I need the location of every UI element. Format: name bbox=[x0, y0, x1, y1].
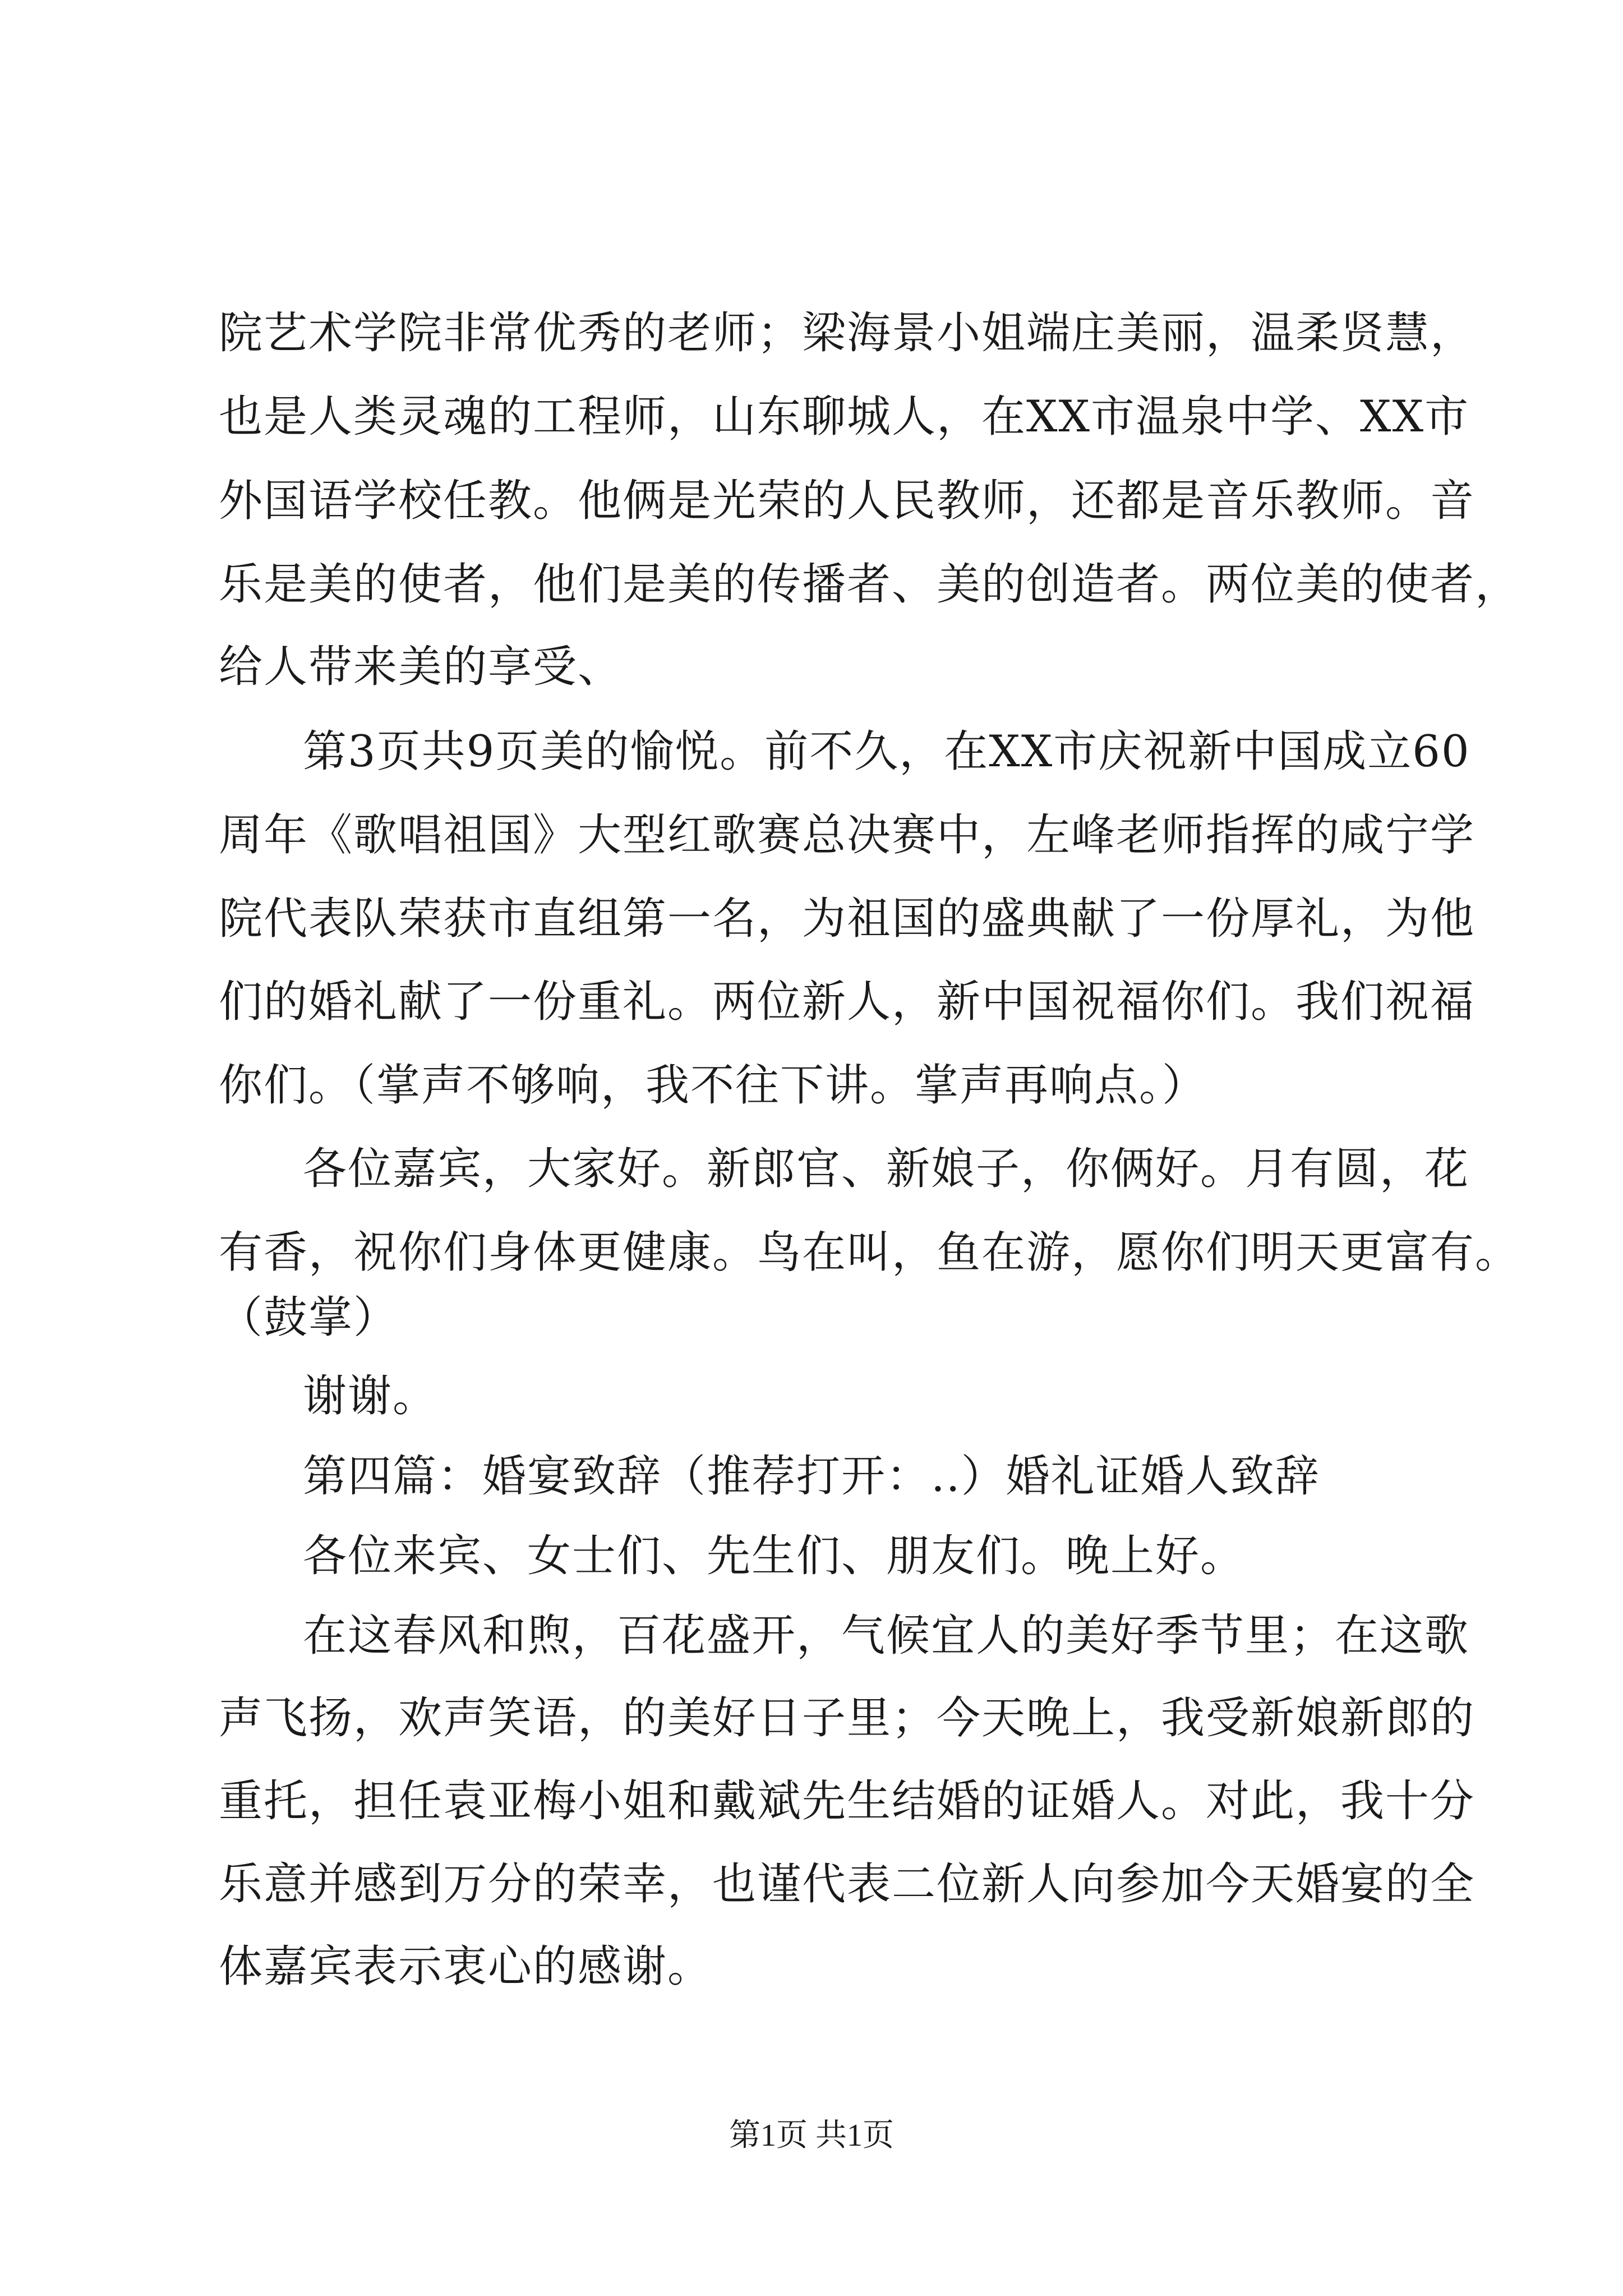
text-line: 院代表队荣获市直组第一名，为祖国的盛典献了一份厚礼，为他 bbox=[219, 894, 1476, 944]
text-line: 外国语学校任教。他俩是光荣的人民教师，还都是音乐教师。音 bbox=[219, 476, 1476, 526]
text-line: 周年《歌唱祖国》大型红歌赛总决赛中，左峰老师指挥的咸宁学 bbox=[219, 810, 1476, 861]
text-line: 院艺术学院非常优秀的老师；梁海景小姐端庄美丽，温柔贤慧， bbox=[219, 308, 1476, 358]
paragraph-first-line: 谢谢。 bbox=[303, 1371, 438, 1421]
paragraph-first-line: 在这春风和煦，百花盛开，气候宜人的美好季节里；在这歌 bbox=[303, 1611, 1470, 1661]
text-line: 乐意并感到万分的荣幸，也谨代表二位新人向参加今天婚宴的全 bbox=[219, 1859, 1476, 1910]
text-line: 重托，担任袁亚梅小姐和戴斌先生结婚的证婚人。对此，我十分 bbox=[219, 1776, 1476, 1826]
text-line: 体嘉宾表示衷心的感谢。 bbox=[219, 1941, 713, 1992]
section-heading: 第四篇：婚宴致辞（推荐打开：..）婚礼证婚人致辞 bbox=[303, 1451, 1320, 1502]
text-line: 们的婚礼献了一份重礼。两位新人，新中国祝福你们。我们祝福 bbox=[219, 977, 1476, 1027]
page-footer: 第1页 共1页 bbox=[729, 2118, 894, 2153]
text-line: 乐是美的使者，他们是美的传播者、美的创造者。两位美的使者， bbox=[219, 559, 1520, 610]
text-line: 给人带来美的享受、 bbox=[219, 642, 623, 692]
text-line: 声飞扬，欢声笑语，的美好日子里；今天晚上，我受新娘新郎的 bbox=[219, 1693, 1476, 1743]
paragraph-first-line: 第3页共9页美的愉悦。前不久，在XX市庆祝新中国成立60 bbox=[303, 726, 1470, 777]
text-line: 有香，祝你们身体更健康。鸟在叫，鱼在游，愿你们明天更富有。 bbox=[219, 1227, 1520, 1278]
text-line: 你们。（掌声不够响，我不往下讲。掌声再响点。） bbox=[219, 1060, 1207, 1111]
paragraph-first-line: 各位嘉宾，大家好。新郎官、新娘子，你俩好。月有圆，花 bbox=[303, 1144, 1470, 1194]
text-line: 也是人类灵魂的工程师，山东聊城人，在XX市温泉中学、XX市 bbox=[219, 392, 1470, 442]
text-line: （鼓掌） bbox=[219, 1292, 399, 1343]
paragraph-first-line: 各位来宾、女士们、先生们、朋友们。晚上好。 bbox=[303, 1531, 1246, 1581]
